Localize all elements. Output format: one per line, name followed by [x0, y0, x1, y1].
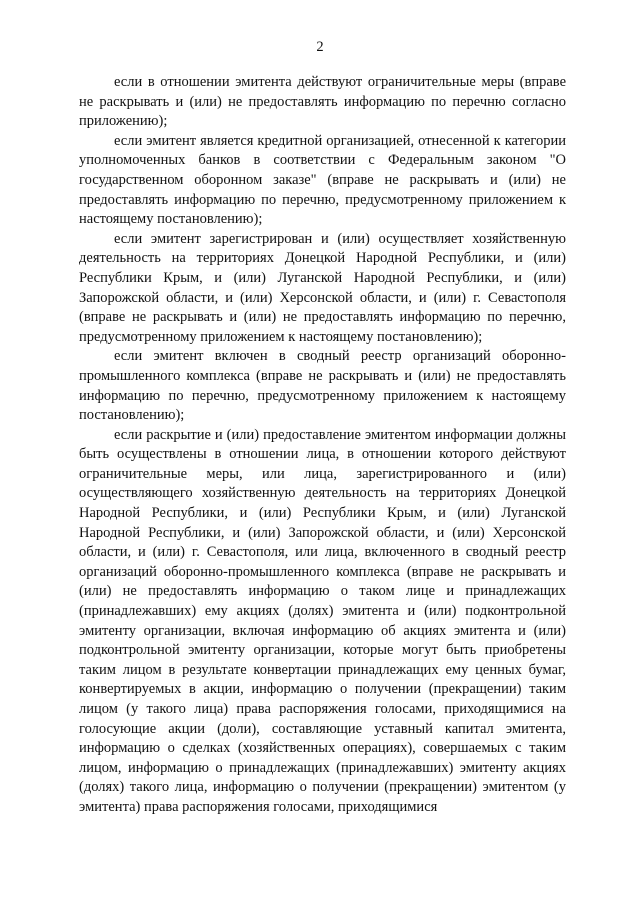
paragraph-defense-registry: если эмитент включен в сводный реестр организаций оборонно-промышленного комплекса (вправе не раскрывать и (или) не предоставлять информацию по перечню, предусмотренному приложением к настоящему постановлению);: [79, 348, 566, 424]
page-number: 2: [316, 39, 324, 55]
paragraph-credit-organization: если эмитент является кредитной организацией, отнесенной к категории уполномоченных банков в соответствии с Федеральным законом "О государственном оборонном заказе" (вправе не раскрывать и (или) не предоставлять информацию по перечню, предусмотренному приложением к настоящему постановлению);: [79, 132, 566, 228]
paragraph-territories: если эмитент зарегистрирован и (или) осуществляет хозяйственную деятельность на территориях Донецкой Народной Республики, и (или) Республики Крым, и (или) Луганской Народной Республики, и (или) Запорожской области, и (или) Херсонской области, и (или) г. Севастополя (вправе не раскрывать и (или) не предоставлять информацию по перечню, предусмотренному приложением к настоящему постановлению);: [79, 230, 566, 345]
paragraph-disclosure-person: если раскрытие и (или) предоставление эмитентом информации должны быть осуществлены в отношении лица, в отношении которого действуют ограничительные меры, или лица, зарегистрированного и (или) осуществляющего хозяйственную деятельность на территориях Донецкой Народной Республики, и (или) Республики Крым, и (или) Луганской Народной Республики, и (или) Запорожской области, и (или) Херсонской области, и (или) г. Севастополя, или лица, включенного в сводный реестр организаций оборонно-промышленного комплекса (вправе не раскрывать и (или) не предоставлять информацию о таком лице и принадлежащих (принадлежавших) ему акциях (долях) эмитента и (или) подконтрольной эмитенту организации, включая информацию об акциях эмитента и (или) подконтрольной эмитенту организации, которые могут быть приобретены таким лицом в результате конвертации принадлежащих ему ценных бумаг, конвертируемых в акции, информацию о получении (прекращении) таким лицом (у такого лица) права распоряжения голосами, приходящимися на голосующие акции (доли), составляющие уставный капитал эмитента, информацию о сделках (хозяйственных операциях), совершаемых с таким лицом, информацию о принадлежащих (принадлежавших) эмитенту акциях (долях) такого лица, информацию о получении (прекращении) эмитентом (у эмитента) права распоряжения голосами, приходящимися: [79, 426, 566, 815]
paragraph-restrictive-measures: если в отношении эмитента действуют ограничительные меры (вправе не раскрывать и (или) не предоставлять информацию по перечню согласно приложению);: [79, 74, 566, 130]
document-body: [79, 73, 566, 818]
